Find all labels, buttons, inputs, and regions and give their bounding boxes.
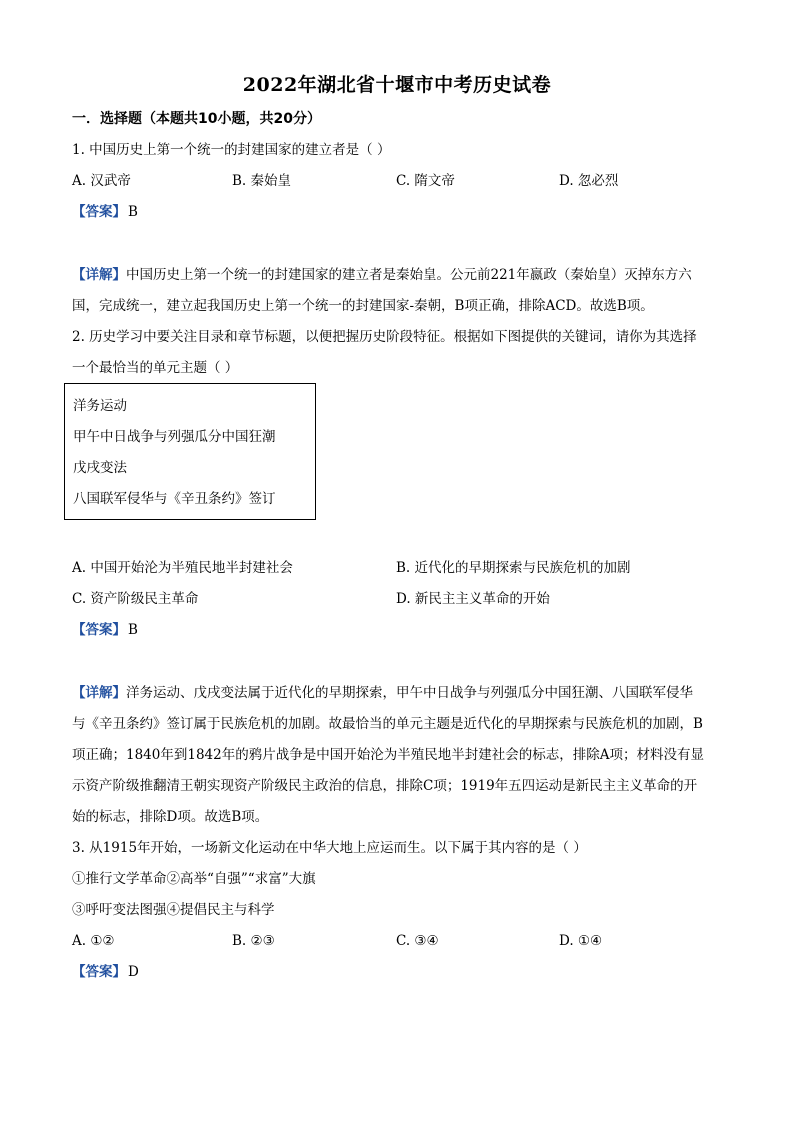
detail-label: 【详解】: [72, 267, 126, 283]
keyword-item-3: 戊戌变法: [73, 460, 127, 476]
q1-detail-line-2: 国，完成统一，建立起我国历史上第一个统一的封建国家-秦朝，B项正确，排除ACD。故选B项。: [72, 298, 654, 314]
answer-label: 【答案】: [72, 622, 126, 638]
q2-option-b: B. 近代化的早期探索与民族危机的加剧: [396, 560, 631, 576]
q3-item-line-1: ①推行文学革命②高举“自强”“求富”大旗: [72, 871, 316, 887]
section-heading: 一．选择题（本题共10小题，共20分）: [72, 111, 321, 127]
q3-option-c: C. ③④: [396, 933, 439, 949]
question-3-stem: 3. 从1915年开始，一场新文化运动在中华大地上应运而生。以下属于其内容的是（ ）: [72, 840, 587, 856]
q3-option-d: D. ①④: [559, 933, 603, 949]
answer-label: 【答案】: [72, 964, 126, 980]
keyword-item-2: 甲午中日战争与列强瓜分中国狂潮: [73, 429, 276, 445]
answer-label: 【答案】: [72, 204, 126, 220]
q2-detail-line-1: [72, 683, 693, 703]
keyword-box: [64, 383, 316, 520]
q1-option-a: A. 汉武帝: [72, 173, 131, 189]
q2-answer: [72, 620, 138, 640]
keyword-item-4: 八国联军侵华与《辛丑条约》签订: [73, 491, 276, 507]
detail-label: 【详解】: [72, 685, 126, 701]
q2-option-d: D. 新民主主义革命的开始: [396, 591, 550, 607]
q3-option-b: B. ②③: [232, 933, 275, 949]
q1-option-c: C. 隋文帝: [396, 173, 455, 189]
q1-option-d: D. 忽必烈: [559, 173, 619, 189]
q2-detail-line-3: 项正确；1840年到1842年的鸦片战争是中国开始沦为半殖民地半封建社会的标志，排除A项；材料没有显: [72, 747, 704, 763]
q2-detail-line-2: 与《辛丑条约》签订属于民族危机的加剧。故最恰当的单元主题是近代化的早期探索与民族危机的加剧，B: [72, 716, 703, 732]
q2-detail-line-5: 始的标志，排除D项。故选B项。: [72, 809, 269, 825]
q1-answer: [72, 202, 138, 222]
q3-answer-value: D: [128, 964, 139, 980]
q2-option-a: A. 中国开始沦为半殖民地半封建社会: [72, 560, 293, 576]
question-3-options: [72, 931, 732, 951]
q1-answer-value: B: [128, 204, 138, 220]
q1-detail-line-1: [72, 265, 692, 285]
q3-option-a: A. ①②: [72, 933, 115, 949]
q2-detail-line-4: 示资产阶级推翻清王朝实现资产阶级民主政治的信息，排除C项；1919年五四运动是新民主主义革命的开: [72, 778, 698, 794]
q2-detail-text-1: 洋务运动、戊戌变法属于近代化的早期探索，甲午中日战争与列强瓜分中国狂潮、八国联军侵华: [126, 685, 693, 701]
q3-item-line-2: ③呼吁变法图强④提倡民主与科学: [72, 902, 275, 918]
question-2-stem-line-1: 2. 历史学习中要关注目录和章节标题，以便把握历史阶段特征。根据如下图提供的关键词，请你为其选择: [72, 329, 697, 345]
q2-option-c: C. 资产阶级民主革命: [72, 591, 199, 607]
page-title: 2022年湖北省十堰市中考历史试卷: [242, 74, 552, 96]
question-1-stem: 1. 中国历史上第一个统一的封建国家的建立者是（ ）: [72, 142, 391, 158]
q1-option-b: B. 秦始皇: [232, 173, 292, 189]
question-2-stem-line-2: 一个最恰当的单元主题（ ）: [72, 360, 239, 376]
question-2-options-row-2: [72, 589, 732, 609]
keyword-item-1: 洋务运动: [73, 398, 127, 414]
q1-detail-text-1: 中国历史上第一个统一的封建国家的建立者是秦始皇。公元前221年嬴政（秦始皇）灭掉东方六: [126, 267, 692, 283]
q3-answer: [72, 962, 139, 982]
question-2-options-row-1: [72, 558, 732, 578]
question-1-options: [72, 171, 732, 191]
q2-answer-value: B: [128, 622, 138, 638]
